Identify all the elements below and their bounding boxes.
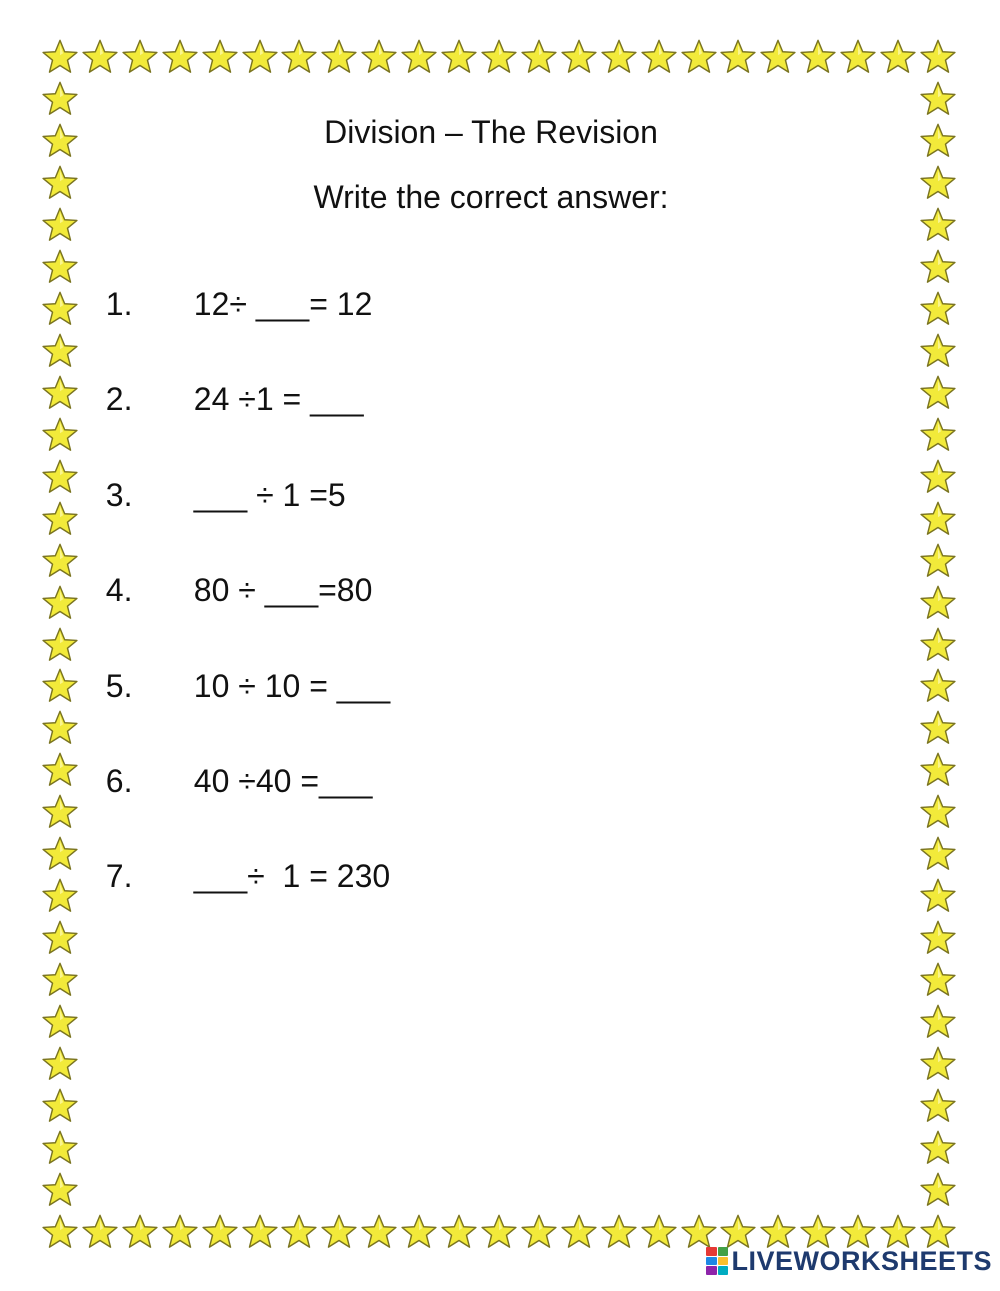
star-icon	[760, 39, 796, 75]
question-2	[88, 339, 364, 417]
star-icon	[601, 1214, 637, 1250]
question-text: 40 ÷40 =___	[193, 763, 373, 799]
star-icon	[521, 39, 557, 75]
question-text: 10 ÷ 10 = ___	[193, 668, 391, 704]
question-number: 7.	[105, 858, 133, 894]
star-icon	[920, 375, 956, 411]
liveworksheets-logo[interactable]	[706, 1245, 992, 1277]
star-icon	[920, 1088, 956, 1124]
star-icon	[920, 1046, 956, 1082]
worksheet-instruction: Write the correct answer:	[313, 179, 669, 215]
star-icon	[42, 668, 78, 704]
star-icon	[42, 710, 78, 746]
star-icon	[681, 39, 717, 75]
star-icon	[920, 878, 956, 914]
star-icon	[920, 249, 956, 285]
star-icon	[42, 417, 78, 453]
star-icon	[481, 1214, 517, 1250]
star-icon	[42, 878, 78, 914]
star-icon	[42, 1088, 78, 1124]
star-icon	[920, 585, 956, 621]
star-icon	[800, 39, 836, 75]
star-icon	[321, 39, 357, 75]
star-icon	[561, 1214, 597, 1250]
star-icon	[242, 1214, 278, 1250]
question-text: 24 ÷1 = ___	[193, 381, 364, 417]
worksheet-title: Division – The Revision	[324, 114, 658, 150]
question-number: 6.	[105, 763, 133, 799]
star-icon	[42, 627, 78, 663]
star-icon	[202, 39, 238, 75]
star-icon	[42, 543, 78, 579]
question-number: 1.	[105, 286, 133, 322]
star-icon	[42, 794, 78, 830]
question-text: 80 ÷ ___=80	[193, 572, 373, 608]
star-icon	[281, 1214, 317, 1250]
question-number: 4.	[105, 572, 133, 608]
liveworksheets-logo-icon	[706, 1247, 728, 1275]
star-icon	[361, 39, 397, 75]
star-icon	[920, 501, 956, 537]
star-icon	[42, 375, 78, 411]
star-icon	[720, 39, 756, 75]
star-icon	[481, 39, 517, 75]
question-text: ___ ÷ 1 =5	[193, 477, 346, 513]
star-icon	[920, 459, 956, 495]
logo-text: LIVEWORKSHEETS	[731, 1245, 992, 1276]
star-icon	[920, 333, 956, 369]
star-icon	[441, 39, 477, 75]
star-icon	[42, 1214, 78, 1250]
question-7	[88, 816, 391, 894]
star-icon	[281, 39, 317, 75]
star-icon	[42, 585, 78, 621]
star-icon	[641, 1214, 677, 1250]
star-icon	[920, 1172, 956, 1208]
star-icon	[82, 1214, 118, 1250]
star-icon	[42, 249, 78, 285]
star-icon	[920, 1130, 956, 1166]
question-number: 5.	[105, 668, 133, 704]
star-icon	[920, 794, 956, 830]
star-icon	[840, 39, 876, 75]
star-icon	[122, 1214, 158, 1250]
question-1	[88, 244, 373, 322]
star-icon	[920, 752, 956, 788]
star-icon	[42, 501, 78, 537]
question-number: 2.	[105, 381, 133, 417]
question-5	[88, 626, 391, 704]
star-icon	[641, 39, 677, 75]
star-icon	[920, 962, 956, 998]
question-text: 12÷ ___= 12	[193, 286, 373, 322]
star-icon	[920, 920, 956, 956]
star-icon	[42, 291, 78, 327]
star-icon	[920, 836, 956, 872]
star-icon	[162, 39, 198, 75]
star-icon	[920, 710, 956, 746]
star-icon	[42, 920, 78, 956]
star-icon	[42, 333, 78, 369]
star-icon	[122, 39, 158, 75]
star-icon	[42, 1130, 78, 1166]
star-icon	[82, 39, 118, 75]
star-icon	[321, 1214, 357, 1250]
star-icon	[42, 1046, 78, 1082]
star-icon	[920, 1004, 956, 1040]
star-icon	[42, 962, 78, 998]
star-icon	[361, 1214, 397, 1250]
star-icon	[920, 291, 956, 327]
star-icon	[42, 1172, 78, 1208]
star-icon	[920, 627, 956, 663]
star-icon	[401, 39, 437, 75]
star-icon	[920, 543, 956, 579]
star-icon	[42, 1004, 78, 1040]
question-6	[88, 721, 373, 799]
star-icon	[920, 39, 956, 75]
star-icon	[880, 39, 916, 75]
question-3	[88, 435, 346, 513]
star-icon	[920, 417, 956, 453]
star-icon	[521, 1214, 557, 1250]
question-number: 3.	[105, 477, 133, 513]
star-icon	[42, 752, 78, 788]
star-icon	[920, 668, 956, 704]
star-icon	[601, 39, 637, 75]
star-icon	[401, 1214, 437, 1250]
star-icon	[441, 1214, 477, 1250]
question-4	[88, 530, 373, 608]
star-icon	[42, 836, 78, 872]
star-icon	[242, 39, 278, 75]
star-icon	[162, 1214, 198, 1250]
star-icon	[42, 39, 78, 75]
star-icon	[42, 459, 78, 495]
question-text: ___÷ 1 = 230	[193, 858, 391, 894]
star-icon	[561, 39, 597, 75]
star-icon	[202, 1214, 238, 1250]
